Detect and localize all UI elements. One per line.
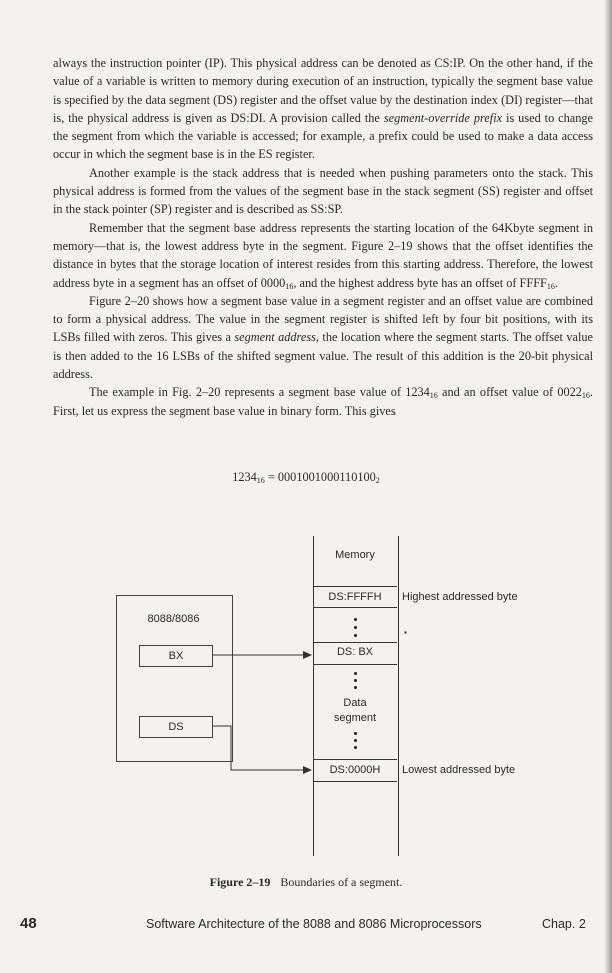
caption-text: Boundaries of a segment. [280, 875, 403, 889]
text-run: . First, let us express the segment base value in binary form. This gives [53, 385, 593, 418]
equation-rhs-base: 2 [375, 476, 380, 485]
equation-equals: = [264, 470, 278, 484]
italic-text: segment address, [234, 330, 319, 345]
text-run: the location where the segment starts. The offset value is then added to the 16 LSBs of the shifted segment value. The result of this addition is the 20-bit physical address. [53, 330, 593, 382]
text-run: and an offset value of 0022 [437, 385, 582, 400]
text-run: The example in Fig. 2–20 represents a segment base value of 1234 [89, 385, 430, 400]
running-head: Software Architecture of the 8088 and 8086 Microprocessors [146, 917, 482, 931]
cpu-label: 8088/8086 [147, 613, 200, 625]
label-lowest-byte: Lowest addressed byte [402, 764, 516, 776]
cell-bx-address: DS: BX [336, 646, 374, 658]
figure-caption [0, 875, 612, 890]
page-footer [0, 915, 612, 935]
page-edge-shadow [604, 0, 612, 973]
subscript: 16 [581, 391, 590, 401]
register-bx: BX [139, 645, 213, 667]
label-highest-byte: Highest addressed byte [402, 591, 518, 603]
equation-lhs-base: 16 [256, 476, 265, 485]
stray-mark: ▪ [404, 628, 407, 637]
chapter-label: Chap. 2 [542, 917, 586, 931]
ds-arrow-head [303, 766, 312, 774]
memory-title: Memory [335, 549, 375, 561]
subscript: 16 [285, 281, 294, 291]
text-run: Remember that the segment base address represents the starting location of the 64Kbyte segment in memory—that is, the lowest address byte in the segment. Figure 2–19 shows that the offset identifies the distance in bytes that the storage location of interest resides from this starting address. Therefore, the lowest address byte in a segment has an offset of 0000 [53, 220, 593, 290]
text-run: . [554, 275, 558, 290]
italic-text: segment-override prefix [383, 110, 503, 125]
register-ds: DS [139, 716, 213, 738]
text-run: Another example is the stack address that is needed when pushing parameters onto the stack. This physical address is formed from the values of the segment base in the stack segment (SS) register and offset in the stack pointer (SP) register and is described as SS:SP. [53, 165, 593, 217]
cell-top-address: DS:FFFFH [328, 591, 382, 603]
page-number: 48 [20, 915, 37, 932]
text-run: always the instruction pointer (IP). This physical address can be denoted as CS:IP. On the other hand, if the value of a variable is written to memory during execution of an instruction, typically the segment base value is specified by the data segment (DS) register and the offset value by the destination index (DI) register—that is, the physical address is given as DS:DI. A provision called the [53, 56, 593, 125]
ds-arrow-line [213, 726, 304, 770]
text-run: Figure 2–20 shows how a segment base value in a segment register and an offset value are combined to form a physical address. The value in the segment register is shifted left by four bit positions, with its LSBs filled with zeros. This gives a [53, 293, 593, 345]
caption-number: Figure 2–19 [209, 875, 271, 889]
data-segment-label-line1: Data [343, 697, 367, 709]
subscript: 16 [546, 281, 555, 291]
cell-bottom-address: DS:0000H [329, 764, 381, 776]
subscript: 16 [429, 391, 438, 401]
text-run: , and the highest address byte has an offset of FFFF [293, 275, 547, 290]
text-run: is used to change the segment from which the variable is accessed; for example, a prefix could be used to make a data access occur in which the segment base is in the ES register. [53, 110, 593, 162]
data-segment-label-line2: segment [333, 712, 377, 724]
bx-arrow-head [303, 651, 312, 659]
equation-rhs: 0001001000110100 [277, 470, 376, 484]
equation-lhs: 1234 [232, 470, 257, 484]
